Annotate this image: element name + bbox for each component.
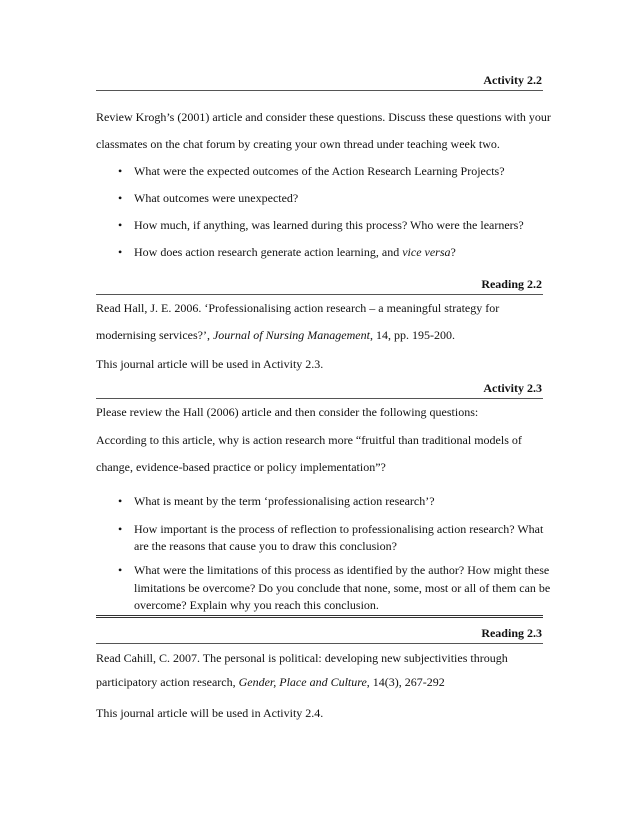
reading-2-2-note: This journal article will be used in Activity 2.3. [96,357,324,371]
activity-2-3-question-line2: change, evidence-based practice or policy implementation”? [96,460,386,474]
section-rule [96,643,543,644]
reading-2-2-heading: Reading 2.2 [481,277,542,291]
activity-2-2-bullet-2: What outcomes were unexpected? [134,191,299,205]
bullet-icon: • [118,563,123,577]
bullet-4-italic: vice versa [402,245,451,259]
activity-2-2-bullet-3: How much, if anything, was learned during this process? Who were the learners? [134,218,524,232]
activity-2-3-question-line1: According to this article, why is action research more “fruitful than traditional models of [96,433,522,447]
section-rule [96,398,543,399]
citation-prefix: modernising services?’, [96,328,213,342]
section-rule [96,90,543,91]
bullet-icon: • [118,245,123,259]
bullet-4-suffix: ? [450,245,456,259]
activity-2-2-bullet-1: What were the expected outcomes of the Action Research Learning Projects? [134,164,505,178]
activity-2-2-intro-line2: classmates on the chat forum by creating your own thread under teaching week two. [96,137,500,151]
section-rule [96,294,543,295]
activity-2-3-heading: Activity 2.3 [483,381,542,395]
bullet-icon: • [118,164,123,178]
bullet-icon: • [118,522,123,536]
bullet-icon: • [118,218,123,232]
bullet-icon: • [118,494,123,508]
activity-2-3-intro: Please review the Hall (2006) article and then consider the following questions: [96,405,479,419]
reading-2-2-citation-line2 [96,328,455,342]
activity-2-3-bullet-1: What is meant by the term ‘professionalising action research’? [134,494,435,508]
bullet-4-prefix: How does action research generate action learning, and [134,245,403,259]
reading-2-2-citation-line1: Read Hall, J. E. 2006. ‘Professionalising action research – a meaningful strategy for [96,301,500,315]
reading-2-3-note: This journal article will be used in Activity 2.4. [96,706,324,720]
activity-2-2-bullet-4 [134,245,456,259]
section-double-rule [96,615,543,618]
citation-prefix: participatory action research, [96,675,239,689]
citation-suffix: , 14(3), 267-292 [366,675,445,689]
activity-2-2-heading: Activity 2.2 [483,73,542,87]
reading-2-3-heading: Reading 2.3 [481,626,542,640]
bullet-icon: • [118,191,123,205]
activity-2-3-bullet-2-line1: How important is the process of reflection to professionalising action research? What [134,522,544,536]
reading-2-3-citation-line2 [96,675,445,689]
journal-title: Journal of Nursing Management [212,328,370,342]
activity-2-3-bullet-3-line2: limitations be overcome? Do you conclude that none, some, most or all of them can be [134,581,551,595]
activity-2-2-intro-line1: Review Krogh’s (2001) article and consider these questions. Discuss these questions with your [96,110,551,124]
activity-2-3-bullet-3-line1: What were the limitations of this process as identified by the author? How might these [134,563,550,577]
activity-2-3-bullet-2-line2: are the reasons that cause you to draw this conclusion? [134,539,397,553]
journal-title: Gender, Place and Culture [238,675,367,689]
activity-2-3-bullet-3-line3: overcome? Explain why you reach this conclusion. [134,598,379,612]
citation-suffix: , 14, pp. 195-200. [369,328,455,342]
reading-2-3-citation-line1: Read Cahill, C. 2007. The personal is political: developing new subjectivities through [96,651,508,665]
